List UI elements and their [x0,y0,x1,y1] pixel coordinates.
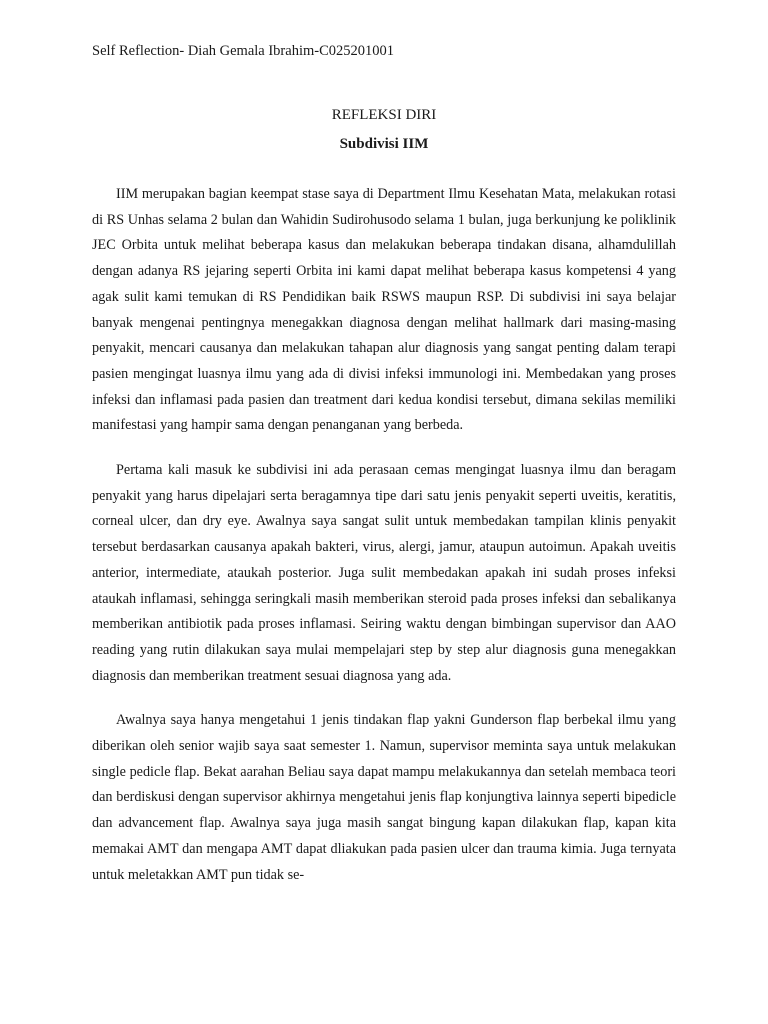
body-text [92,182,676,907]
paragraph-2: Pertama kali masuk ke subdivisi ini ada perasaan cemas mengingat luasnya ilmu dan beragam penyakit yang harus dipelajari serta beragamnya tipe dari satu jenis penyakit seperti uveitis, keratitis, corneal ulcer, dan dry eye. Awalnya saya sangat sulit untuk membedakan tampilan klinis penyakit tersebut berdasarkan causanya apakah bakteri, virus, alergi, jamur, ataupun autoimun. Apakah uveitis anterior, intermediate, ataukah posterior. Juga sulit membedakan apakah ini sudah proses infeksi ataukah inflamasi, sehingga seringkali masih memberikan steroid pada proses infeksi dan sebalikanya memberikan antibiotik pada proses inflamasi. Seiring waktu dengan bimbingan supervisor dan AAO reading yang rutin dilakukan saya mulai mempelajari step by step alur diagnosis guna menegakkan diagnosis dan memberikan treatment sesuai diagnosa yang ada. [92,462,676,684]
paragraph-3: Awalnya saya hanya mengetahui 1 jenis tindakan flap yakni Gunderson flap berbekal ilmu yang diberikan oleh senior wajib saya saat semester 1. Namun, supervisor meminta saya untuk melakukan single pedicle flap. Bekat aarahan Beliau saya dapat mampu melakukannya dan setelah membaca teori dan berdiskusi dengan supervisor akhirnya mengetahui jenis flap konjungtiva lainnya seperti bipedicle dan advancement flap. Awalnya saya juga masih sangat bingung kapan dilakukan flap, kapan kita memakai AMT dan mengapa AMT dapat dliakukan pada pasien ulcer dan trauma kimia. Juga ternyata untuk meletakkan AMT pun tidak se- [92,712,676,883]
document-title: REFLEKSI DIRI [331,107,437,123]
paragraph-1: IIM merupakan bagian keempat stase saya di Department Ilmu Kesehatan Mata, melakukan rotasi di RS Unhas selama 2 bulan dan Wahidin Sudirohusodo selama 1 bulan, juga berkunjung ke poliklinik JEC Orbita untuk melihat beberapa kasus dan melakukan beberapa tindakan disana, alhamdulillah dengan adanya RS jejaring seperti Orbita ini kami dapat melihat beberapa kasus kompetensi 4 yang agak sulit kami temukan di RS Pendidikan baik RSWS maupun RSP. Di subdivisi ini saya belajar banyak mengenai pentingnya menegakkan diagnosa dengan melihat hallmark dari masing-masing penyakit, mencari causanya dan melakukan tahapan alur diagnosis yang sangat penting dalam terapi pasien mengingat luasnya ilmu yang ada di divisi infeksi immunologi ini. Membedakan yang proses infeksi dan inflamasi pada pasien dan treatment dari kedua kondisi tersebut, dimana sekilas memiliki manifestasi yang hampir sama dengan penanganan yang berbeda. [92,186,676,434]
document-subtitle: Subdivisi IIM [339,136,429,152]
running-header: Self Reflection- Diah Gemala Ibrahim-C025201001 [92,43,395,59]
